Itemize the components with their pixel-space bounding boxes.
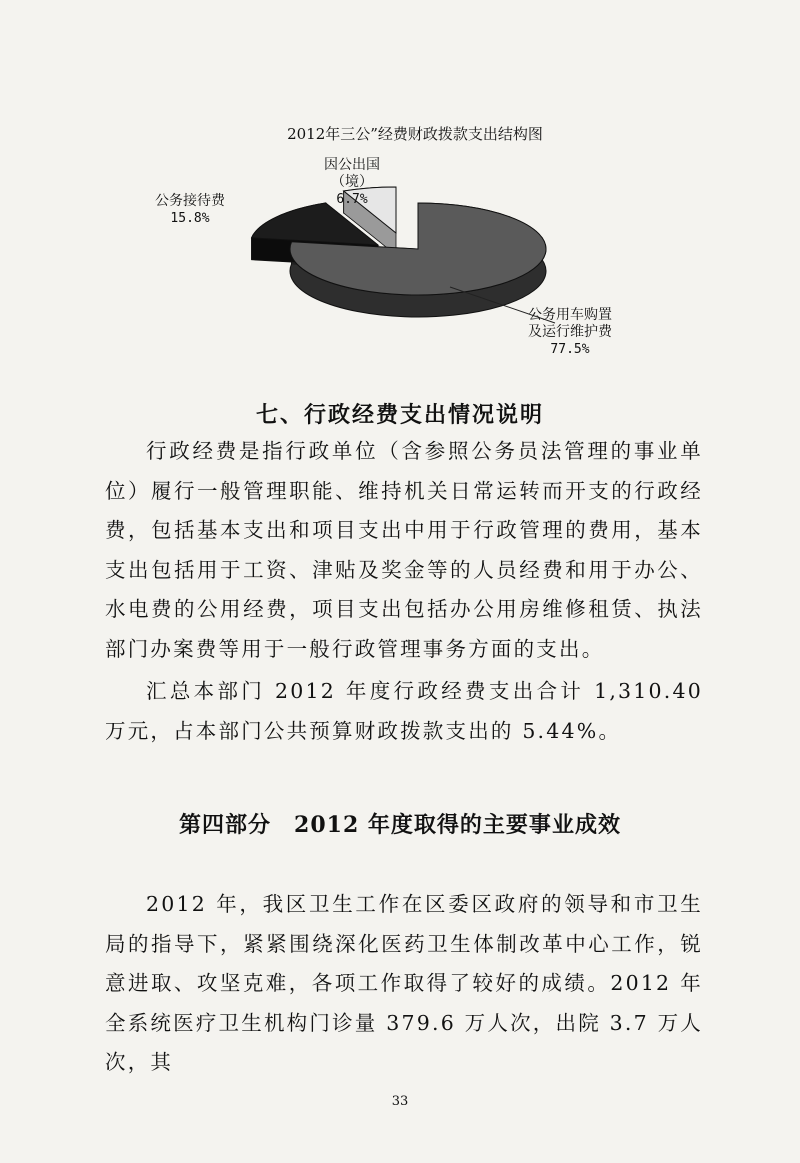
section-7-paragraph-1: 行政经费是指行政单位（含参照公务员法管理的事业单位）履行一般管理职能、维持机关日常运转而开支的行政经费，包括基本支出和项目支出中用于行政管理的费用，基本支出包括用于工资、津贴及奖金等的人员经费和用于办公、水电费的公用经费，项目支出包括办公用房维修租赁、执法部门办案费等用于一般行政管理事务方面的支出。 (105, 439, 703, 661)
slice-label-car (528, 307, 612, 358)
slice-name-car-line1: 公务用车购置 (528, 307, 612, 323)
slice-name-reception: 公务接待费 (155, 193, 225, 209)
slice-name-car-line2: 及运行维护费 (528, 324, 612, 340)
page-number: 33 (391, 1094, 409, 1109)
pie-chart (150, 115, 670, 385)
section-7-paragraph-2: 汇总本部门 2012 年度行政经费支出合计 1,310.40 万元，占本部门公共预算财政拨款支出的 5.44%。 (105, 679, 703, 743)
chart-title: 2012年三公”经费财政拨款支出结构图 (287, 125, 543, 143)
slice-name-abroad-line1: 因公出国 (324, 157, 380, 173)
slice-value-car: 77.5% (550, 342, 590, 357)
slice-label-reception (155, 193, 225, 227)
slice-label-abroad (324, 157, 380, 208)
slice-value-reception: 15.8% (170, 211, 210, 226)
part-4-paragraph-1: 2012 年，我区卫生工作在区委区政府的领导和市卫生局的指导下，紧紧围绕深化医药卫生体制改革中心工作，锐意进取、攻坚克难，各项工作取得了较好的成绩。2012 年全系统医疗卫生机构门诊量 379.6 万人次，出院 3.7 万人次，其 (105, 892, 703, 1074)
section-7-title: 七、行政经费支出情况说明 (255, 402, 544, 428)
part-4-title: 第四部分 2012 年度取得的主要事业成效 (179, 812, 621, 838)
slice-value-abroad: 6.7% (336, 192, 368, 207)
slice-name-abroad-line2: （境） (331, 174, 373, 190)
